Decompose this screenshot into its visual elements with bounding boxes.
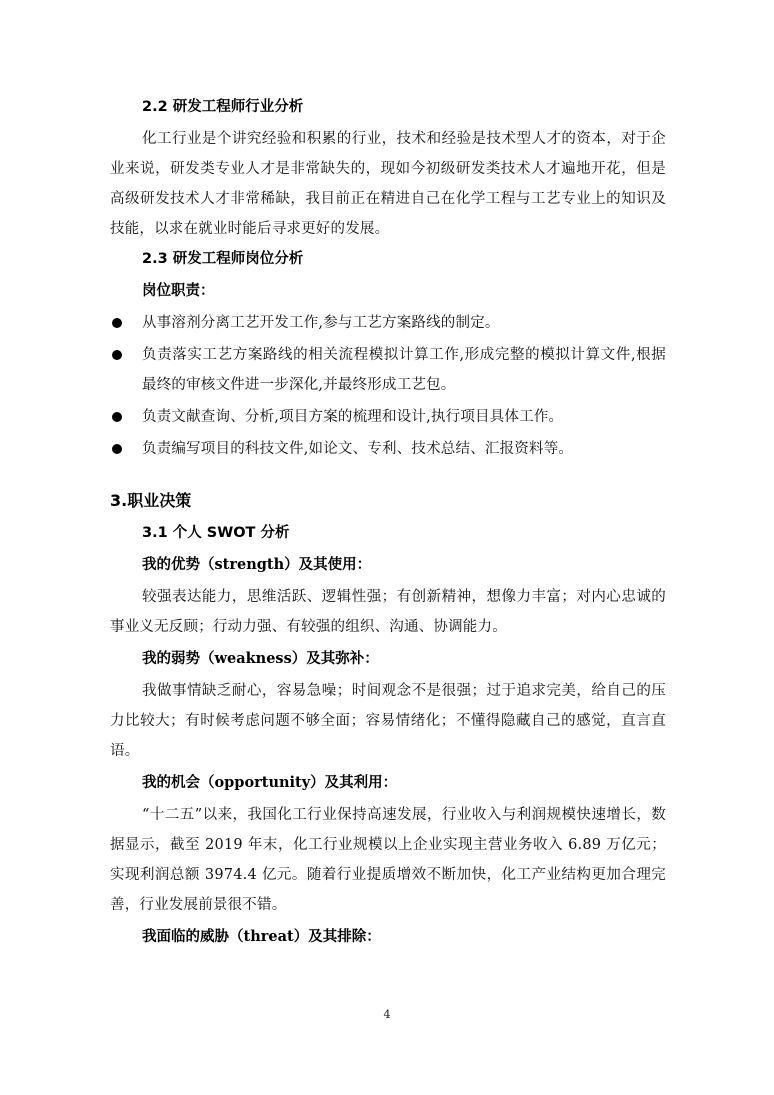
section-3-1-heading: 3.1 个人 SWOT 分析: [142, 525, 290, 541]
strength-title: 我的优势（strength）及其使用：: [142, 556, 372, 573]
job-duties-list: [110, 308, 666, 464]
section-2-2-paragraph: 化工行业是个讲究经验和积累的行业，技术和经验是技术型人才的资本，对于企业来说，研发类专业人才是非常缺失的，现如今初级研发类技术人才遍地开花，但是高级研发技术人才非常稀缺，我目前正在精进自己在化学工程与工艺专业上的知识及技能，以求在就业时能后寻求更好的发展。: [110, 131, 666, 237]
bullet-icon: [112, 444, 122, 454]
list-item: [110, 434, 666, 464]
bullet-icon: [112, 318, 122, 328]
section-2-3-heading: 2.3 研发工程师岗位分析: [142, 251, 304, 267]
page-number: 4: [383, 1008, 391, 1021]
section-3-heading: 3.职业决策: [110, 491, 192, 510]
bullet-icon: [112, 412, 122, 422]
section-2-2-heading: 2.2 研发工程师行业分析: [142, 99, 304, 115]
bullet-icon: [112, 350, 122, 360]
list-item: [110, 402, 666, 432]
list-item-text: 负责编写项目的科技文件,如论文、专利、技术总结、汇报资料等。: [142, 441, 574, 457]
list-item-text: 负责落实工艺方案路线的相关流程模拟计算工作,形成完整的模拟计算文件,根据最终的审核文件进一步深化,并最终形成工艺包。: [142, 347, 666, 393]
job-duties-label: 岗位职责：: [142, 282, 215, 299]
list-item: [110, 308, 666, 338]
weakness-text: 我做事情缺乏耐心，容易急噪；时间观念不是很强；过于追求完美，给自己的压力比较大；有时候考虑问题不够全面；容易情绪化；不懂得隐藏自己的感觉，直言直语。: [110, 683, 666, 759]
page-content: [110, 92, 666, 952]
list-item-text: 从事溶剂分离工艺开发工作,参与工艺方案路线的制定。: [142, 315, 500, 331]
list-item: [110, 340, 666, 400]
opportunity-title: 我的机会（opportunity）及其利用：: [142, 774, 398, 791]
opportunity-text: “十二五”以来，我国化工行业保持高速发展，行业收入与利润规模快速增长，数据显示，截至 2019 年末，化工行业规模以上企业实现主营业务收入 6.89 万亿元；实现利润总额 3974.4 亿元。随着行业提质增效不断加快，化工产业结构更加合理完善，行业发展前景很不错。: [110, 807, 666, 913]
threat-title: 我面临的威胁（threat）及其排除：: [142, 928, 381, 945]
strength-text: 较强表达能力，思维活跃、逻辑性强；有创新精神，想像力丰富；对内心忠诚的事业义无反顾；行动力强、有较强的组织、沟通、协调能力。: [110, 589, 666, 635]
weakness-title: 我的弱势（weakness）及其弥补：: [142, 650, 379, 667]
list-item-text: 负责文献查询、分析,项目方案的梳理和设计,执行项目具体工作。: [142, 409, 564, 425]
